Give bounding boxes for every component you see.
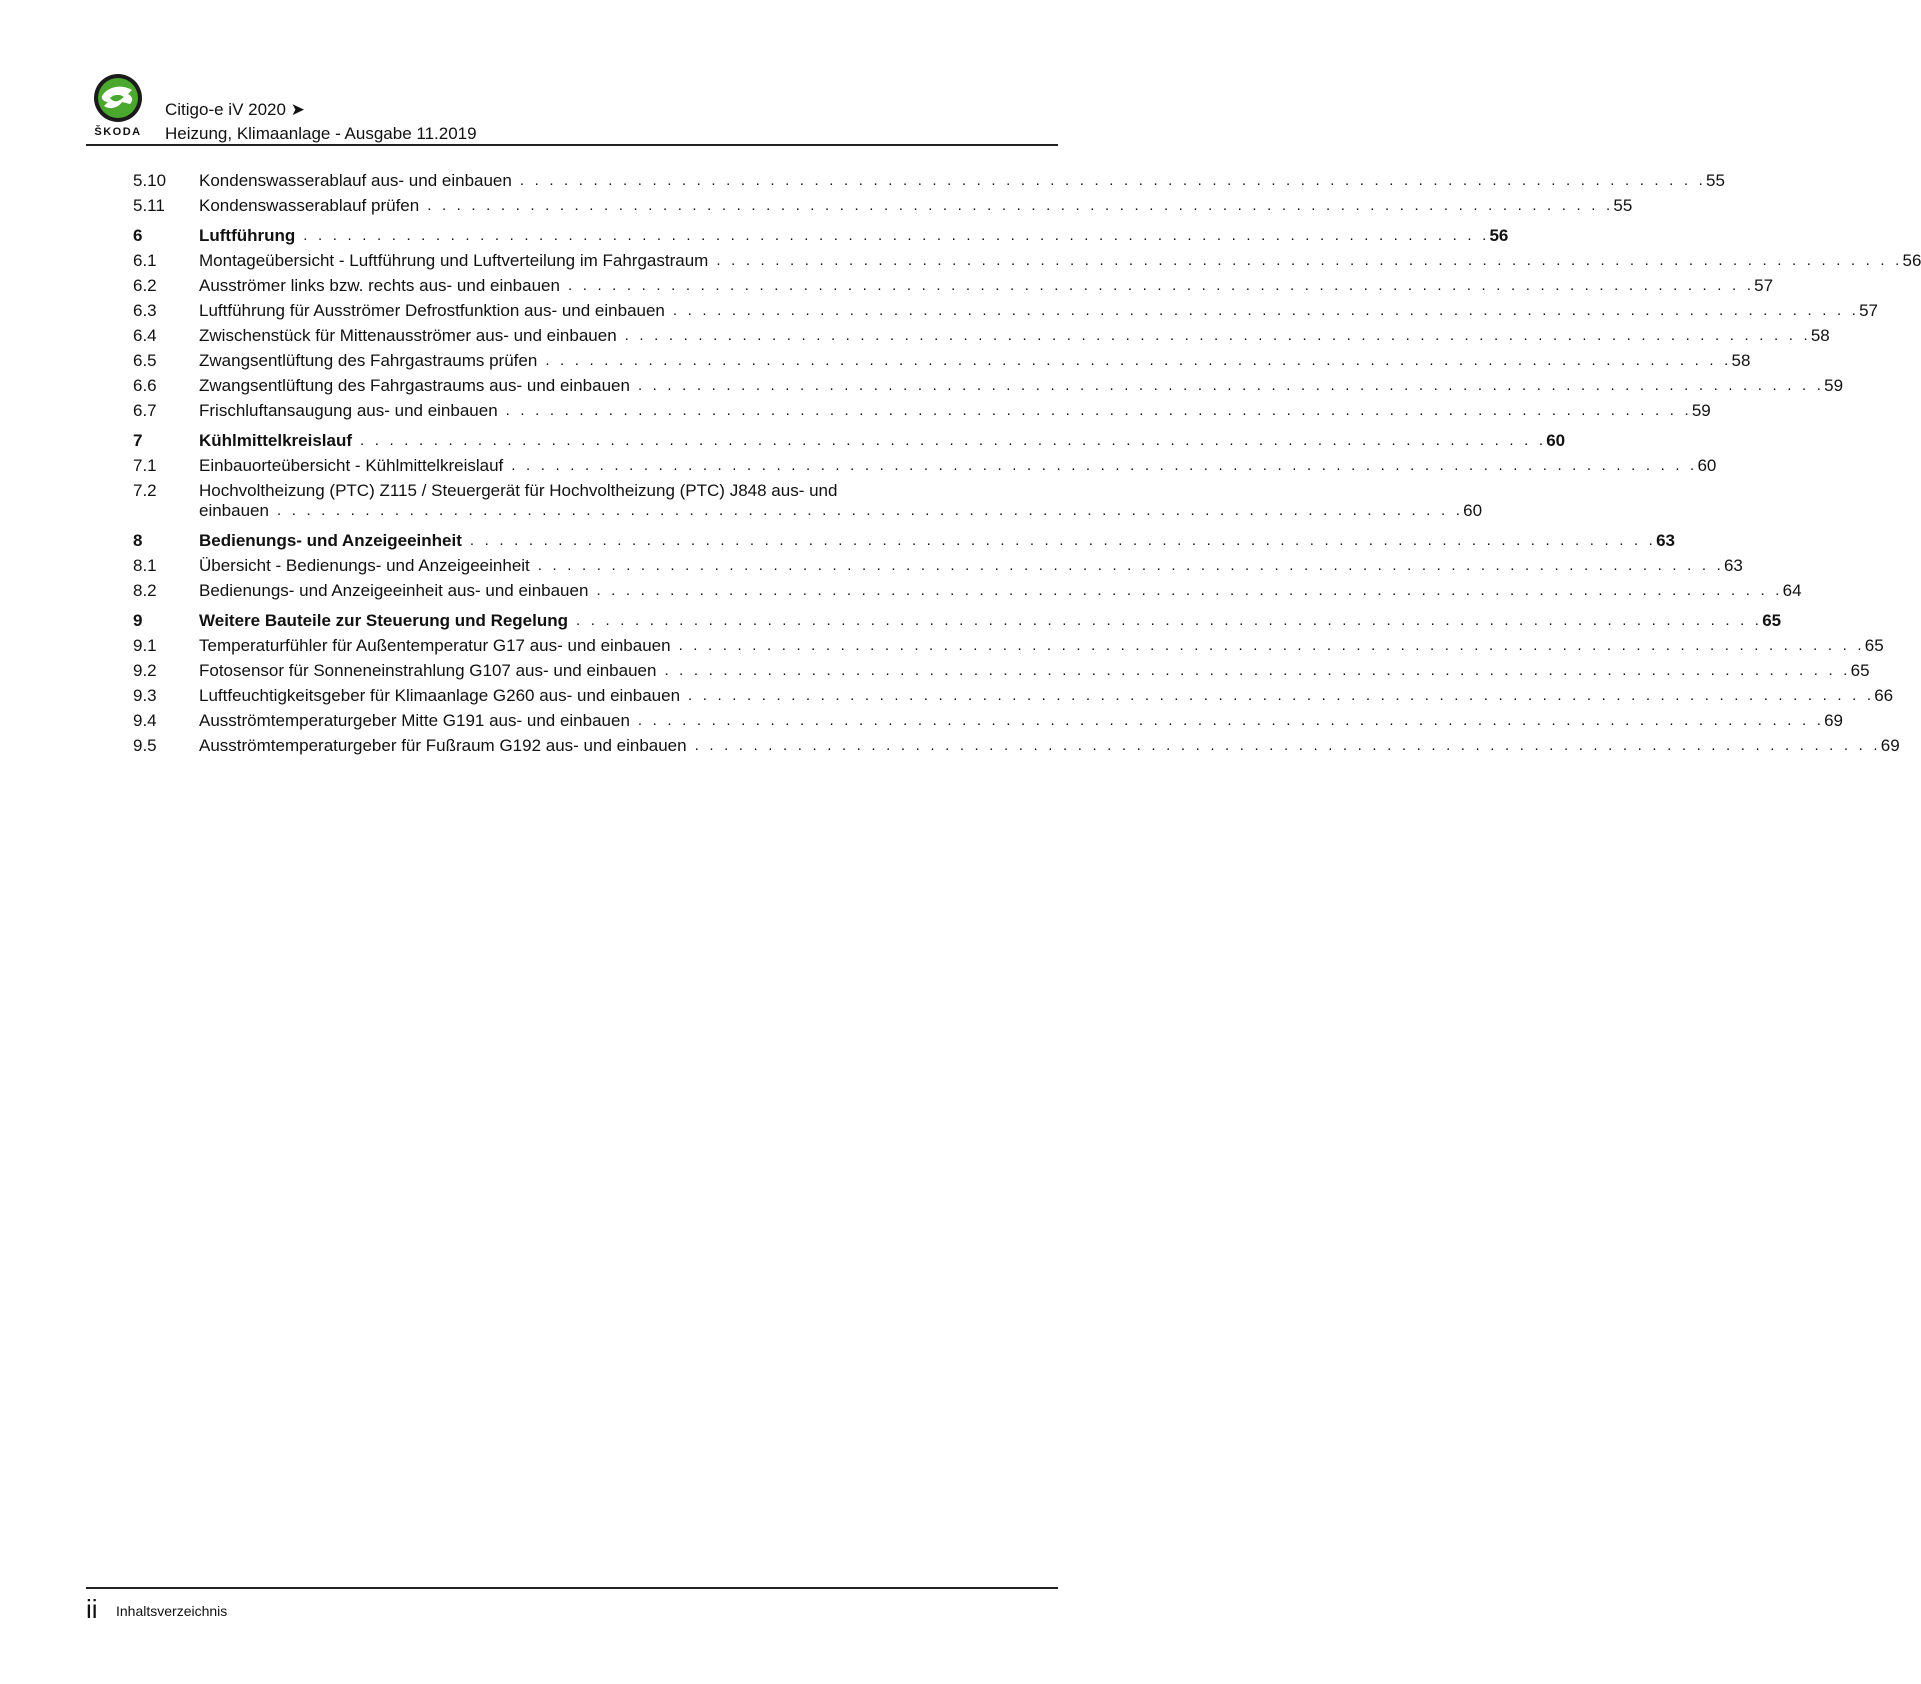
section-title: Heizung, Klimaanlage - Ausgabe 11.2019 xyxy=(165,124,477,143)
page-header xyxy=(86,70,1058,146)
toc-leader-dots: . . . . . . . . . . . . . . . . . . . . . . . . . . . . . . . . . . . . . . . . . . . . . . . . . . . . . . . . . . . . . . . . . . . . . . . . . . . . . . . . . xyxy=(360,432,1547,449)
toc-row[interactable] xyxy=(133,248,1921,273)
toc-page: 58 xyxy=(1810,326,1830,345)
toc-number: 9.2 xyxy=(133,661,157,680)
toc-title: Kühlmittelkreislauf xyxy=(199,431,353,450)
toc-leader-dots: . . . . . . . . . . . . . . . . . . . . . . . . . . . . . . . . . . . . . . . . . . . . . . . . . . . . . . . . . . . . . . . . . . . . . . . . . . . . . . . . . xyxy=(694,737,1881,754)
toc-number: 9 xyxy=(133,611,143,630)
toc-page: 60 xyxy=(1697,456,1717,475)
toc-title: Einbauorteübersicht - Kühlmittelkreislauf xyxy=(199,456,504,475)
toc-leader-dots: . . . . . . . . . . . . . . . . . . . . . . . . . . . . . . . . . . . . . . . . . . . . . . . . . . . . . . . . . . . . . . . . . . . . . . . . . . . . . . . . . xyxy=(624,327,1811,344)
toc-chapter-row[interactable] xyxy=(133,223,1509,248)
toc-title: Montageübersicht - Luftführung und Luftverteilung im Fahrgastraum xyxy=(199,251,709,270)
toc-row[interactable] xyxy=(133,298,1878,323)
toc-row[interactable] xyxy=(133,553,1743,578)
toc-row[interactable] xyxy=(133,398,1711,423)
toc-chapter-row[interactable] xyxy=(133,528,1675,553)
toc-title: Übersicht - Bedienungs- und Anzeigeeinheit xyxy=(199,556,530,575)
toc-page: 63 xyxy=(1723,556,1743,575)
toc-page: 58 xyxy=(1731,351,1751,370)
toc-title: einbauen xyxy=(199,501,269,520)
toc-number: 8 xyxy=(133,531,143,550)
toc-leader-dots: . . . . . . . . . . . . . . . . . . . . . . . . . . . . . . . . . . . . . . . . . . . . . . . . . . . . . . . . . . . . . . . . . . . . . . . . . . . . . . . . . xyxy=(469,532,1657,549)
toc-title: Ausströmtemperaturgeber für Fußraum G192 aus- und einbauen xyxy=(199,736,687,755)
toc-chapter-row[interactable] xyxy=(133,428,1566,453)
page-footer xyxy=(86,1594,228,1624)
toc-page: 55 xyxy=(1613,196,1633,215)
toc-leader-dots: . . . . . . . . . . . . . . . . . . . . . . . . . . . . . . . . . . . . . . . . . . . . . . . . . . . . . . . . . . . . . . . . . . . . . . . . . . . . . . . . . xyxy=(716,252,1903,269)
toc-title: Zwangsentlüftung des Fahrgastraums aus- und einbauen xyxy=(199,376,630,395)
footer-rule xyxy=(86,1587,1058,1589)
toc-leader-dots: . . . . . . . . . . . . . . . . . . . . . . . . . . . . . . . . . . . . . . . . . . . . . . . . . . . . . . . . . . . . . . . . . . . . . . . . . . . . . . . . . xyxy=(303,227,1490,244)
toc-leader-dots: . . . . . . . . . . . . . . . . . . . . . . . . . . . . . . . . . . . . . . . . . . . . . . . . . . . . . . . . . . . . . . . . . . . . . . . . . . . . . . . . . xyxy=(688,687,1875,704)
toc-page: 60 xyxy=(1463,501,1483,520)
toc-number: 9.1 xyxy=(133,636,157,655)
toc-page: 60 xyxy=(1546,431,1566,450)
toc-title: Bedienungs- und Anzeigeeinheit xyxy=(199,531,462,550)
toc-number: 6.4 xyxy=(133,326,157,345)
brand-name: ŠKODA xyxy=(94,126,142,138)
toc-row[interactable] xyxy=(133,733,1900,758)
toc-row[interactable] xyxy=(133,373,1844,398)
toc-number: 6.1 xyxy=(133,251,157,270)
toc-title: Zwischenstück für Mittenausströmer aus- und einbauen xyxy=(199,326,617,345)
toc-title: Frischluftansaugung aus- und einbauen xyxy=(199,401,498,420)
toc-number: 7.2 xyxy=(133,481,157,500)
toc-leader-dots: . . . . . . . . . . . . . . . . . . . . . . . . . . . . . . . . . . . . . . . . . . . . . . . . . . . . . . . . . . . . . . . . . . . . . . . . . . . . . . . . . xyxy=(519,172,1707,189)
toc-page: 57 xyxy=(1754,276,1774,295)
toc-title: Luftführung für Ausströmer Defrostfunktion aus- und einbauen xyxy=(199,301,665,320)
toc-row[interactable] xyxy=(133,683,1894,708)
toc-page: 65 xyxy=(1850,661,1870,680)
toc-number: 6.3 xyxy=(133,301,157,320)
toc-page: 59 xyxy=(1824,376,1844,395)
toc-number: 7.1 xyxy=(133,456,157,475)
toc-page: 56 xyxy=(1489,226,1509,245)
toc-number: 9.4 xyxy=(133,711,157,730)
toc-leader-dots: . . . . . . . . . . . . . . . . . . . . . . . . . . . . . . . . . . . . . . . . . . . . . . . . . . . . . . . . . . . . . . . . . . . . . . . . . . . . . . . . . xyxy=(567,277,1755,294)
toc-number: 6.7 xyxy=(133,401,157,420)
toc-number: 5.11 xyxy=(133,196,165,215)
toc-page: 56 xyxy=(1902,251,1921,270)
toc-number: 9.3 xyxy=(133,686,157,705)
toc-chapter-row[interactable] xyxy=(133,608,1782,633)
header-rule xyxy=(86,144,1058,146)
table-of-contents xyxy=(133,168,1921,758)
toc-title: Bedienungs- und Anzeigeeinheit aus- und einbauen xyxy=(199,581,589,600)
toc-number: 5.10 xyxy=(133,171,167,190)
toc-leader-dots: . . . . . . . . . . . . . . . . . . . . . . . . . . . . . . . . . . . . . . . . . . . . . . . . . . . . . . . . . . . . . . . . . . . . . . . . . . . . . . . . . xyxy=(637,712,1825,729)
toc-title: Kondenswasserablauf prüfen xyxy=(199,196,420,215)
toc-row[interactable] xyxy=(133,273,1774,298)
toc-number: 6.6 xyxy=(133,376,157,395)
page-number: ii xyxy=(86,1594,98,1624)
toc-row[interactable] xyxy=(133,453,1717,478)
toc-row[interactable] xyxy=(133,478,1483,523)
toc-title: Luftfeuchtigkeitsgeber für Klimaanlage G260 aus- und einbauen xyxy=(199,686,681,705)
toc-row[interactable] xyxy=(133,578,1802,603)
toc-number: 8.1 xyxy=(133,556,157,575)
toc-title: Temperaturfühler für Außentemperatur G17 aus- und einbauen xyxy=(199,636,671,655)
toc-page: 69 xyxy=(1880,736,1900,755)
toc-title: Zwangsentlüftung des Fahrgastraums prüfen xyxy=(199,351,538,370)
toc-page: 55 xyxy=(1706,171,1725,190)
toc-page: 64 xyxy=(1782,581,1802,600)
skoda-arrow-logo-icon xyxy=(88,72,148,124)
toc-leader-dots: . . . . . . . . . . . . . . . . . . . . . . . . . . . . . . . . . . . . . . . . . . . . . . . . . . . . . . . . . . . . . . . . . . . . . . . . . . . . . . . . . xyxy=(276,502,1464,519)
toc-row[interactable] xyxy=(133,323,1830,348)
document-title xyxy=(165,98,477,146)
toc-leader-dots: . . . . . . . . . . . . . . . . . . . . . . . . . . . . . . . . . . . . . . . . . . . . . . . . . . . . . . . . . . . . . . . . . . . . . . . . . . . . . . . . . xyxy=(678,637,1865,654)
toc-title: Luftführung xyxy=(199,226,296,245)
toc-leader-dots: . . . . . . . . . . . . . . . . . . . . . . . . . . . . . . . . . . . . . . . . . . . . . . . . . . . . . . . . . . . . . . . . . . . . . . . . . . . . . . . . . xyxy=(672,302,1860,319)
toc-row[interactable] xyxy=(133,658,1870,683)
toc-leader-dots: . . . . . . . . . . . . . . . . . . . . . . . . . . . . . . . . . . . . . . . . . . . . . . . . . . . . . . . . . . . . . . . . . . . . . . . . . . . . . . . . . xyxy=(505,402,1692,419)
toc-leader-dots: . . . . . . . . . . . . . . . . . . . . . . . . . . . . . . . . . . . . . . . . . . . . . . . . . . . . . . . . . . . . . . . . . . . . . . . . . . . . . . . . . xyxy=(427,197,1614,214)
toc-page: 63 xyxy=(1656,531,1675,550)
toc-number: 8.2 xyxy=(133,581,157,600)
toc-page: 69 xyxy=(1824,711,1844,730)
toc-title: Kondenswasserablauf aus- und einbauen xyxy=(199,171,512,190)
toc-title: Fotosensor für Sonneneinstrahlung G107 aus- und einbauen xyxy=(199,661,657,680)
toc-number: 6.5 xyxy=(133,351,157,370)
skoda-logo xyxy=(86,72,150,138)
toc-leader-dots: . . . . . . . . . . . . . . . . . . . . . . . . . . . . . . . . . . . . . . . . . . . . . . . . . . . . . . . . . . . . . . . . . . . . . . . . . . . . . . . . . xyxy=(537,557,1724,574)
toc-leader-dots: . . . . . . . . . . . . . . . . . . . . . . . . . . . . . . . . . . . . . . . . . . . . . . . . . . . . . . . . . . . . . . . . . . . . . . . . . . . . . . . . . xyxy=(664,662,1851,679)
toc-leader-dots: . . . . . . . . . . . . . . . . . . . . . . . . . . . . . . . . . . . . . . . . . . . . . . . . . . . . . . . . . . . . . . . . . . . . . . . . . . . . . . . . . xyxy=(596,582,1783,599)
footer-label: Inhaltsverzeichnis xyxy=(116,1603,228,1619)
toc-number: 7 xyxy=(133,431,143,450)
toc-page: 66 xyxy=(1874,686,1894,705)
toc-title-line1: Hochvoltheizung (PTC) Z115 / Steuergerät für Hochvoltheizung (PTC) J848 aus- und xyxy=(199,481,838,500)
toc-row[interactable] xyxy=(133,168,1725,193)
toc-title: Ausströmer links bzw. rechts aus- und einbauen xyxy=(199,276,560,295)
toc-row[interactable] xyxy=(133,633,1884,658)
toc-row[interactable] xyxy=(133,193,1633,218)
toc-number: 6 xyxy=(133,226,143,245)
toc-leader-dots: . . . . . . . . . . . . . . . . . . . . . . . . . . . . . . . . . . . . . . . . . . . . . . . . . . . . . . . . . . . . . . . . . . . . . . . . . . . . . . . . . xyxy=(545,352,1732,369)
toc-page: 59 xyxy=(1691,401,1711,420)
toc-leader-dots: . . . . . . . . . . . . . . . . . . . . . . . . . . . . . . . . . . . . . . . . . . . . . . . . . . . . . . . . . . . . . . . . . . . . . . . . . . . . . . . . . xyxy=(511,457,1698,474)
toc-leader-dots: . . . . . . . . . . . . . . . . . . . . . . . . . . . . . . . . . . . . . . . . . . . . . . . . . . . . . . . . . . . . . . . . . . . . . . . . . . . . . . . . . xyxy=(637,377,1825,394)
toc-number: 9.5 xyxy=(133,736,157,755)
toc-page: 65 xyxy=(1864,636,1884,655)
model-title: Citigo-e iV 2020 ➤ xyxy=(165,100,305,119)
toc-leader-dots: . . . . . . . . . . . . . . . . . . . . . . . . . . . . . . . . . . . . . . . . . . . . . . . . . . . . . . . . . . . . . . . . . . . . . . . . . . . . . . . . . xyxy=(576,612,1763,629)
toc-title: Weitere Bauteile zur Steuerung und Regelung xyxy=(199,611,569,630)
toc-number: 6.2 xyxy=(133,276,157,295)
toc-row[interactable] xyxy=(133,348,1751,373)
toc-page: 57 xyxy=(1859,301,1878,320)
toc-title: Ausströmtemperaturgeber Mitte G191 aus- und einbauen xyxy=(199,711,630,730)
toc-row[interactable] xyxy=(133,708,1844,733)
toc-page: 65 xyxy=(1762,611,1782,630)
